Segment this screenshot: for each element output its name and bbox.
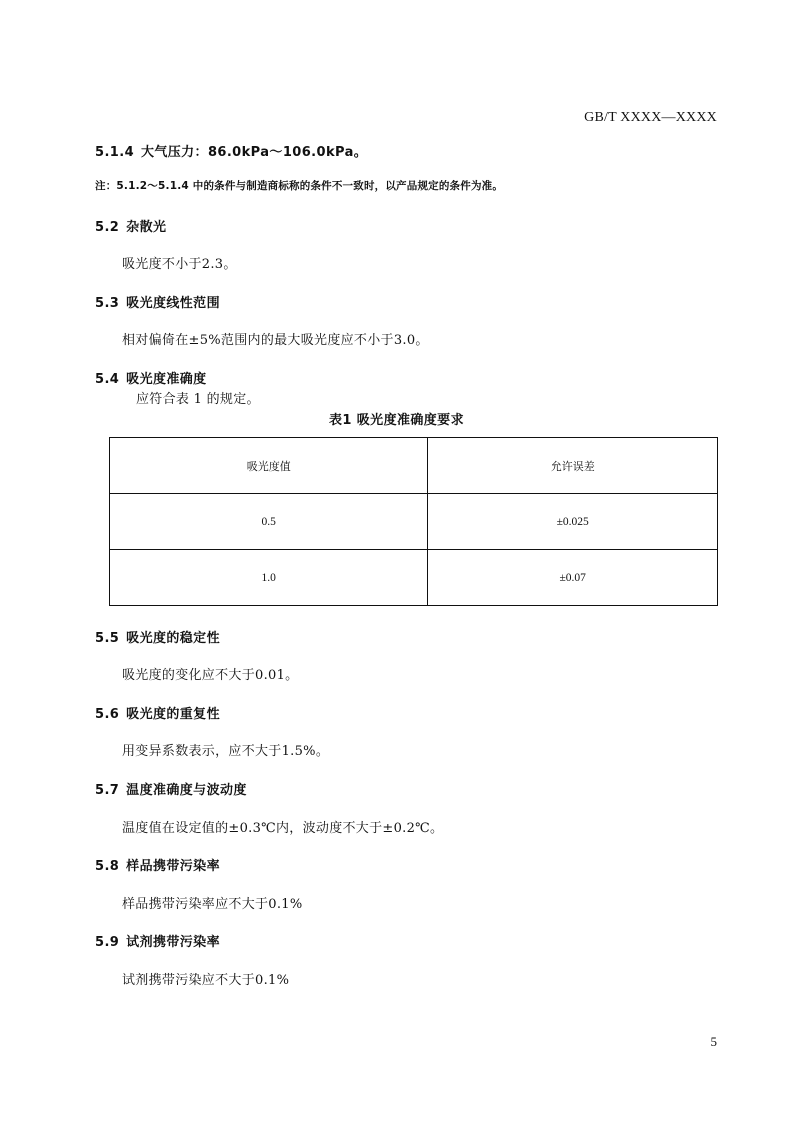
section-5-7-heading — [95, 779, 247, 798]
section-5-8-heading — [95, 855, 220, 874]
section-number: 5.5 — [95, 631, 120, 646]
section-5-7-body: 温度值在设定值的±0.3℃内，波动度不大于±0.2℃。 — [122, 821, 444, 836]
document-code: GB/T XXXX—XXXX — [584, 110, 717, 125]
section-number: 5.2 — [95, 220, 120, 235]
section-title: 样品携带污染率 — [126, 859, 220, 874]
section-title: 吸光度线性范围 — [126, 296, 220, 311]
absorbance-accuracy-table — [109, 437, 718, 606]
header-allowable-error: 允许误差 — [428, 438, 718, 494]
section-number: 5.9 — [95, 935, 120, 950]
cell-absorbance-value: 1.0 — [110, 550, 428, 606]
section-number: 5.8 — [95, 859, 120, 874]
section-title: 温度准确度与波动度 — [126, 783, 247, 798]
section-title: 吸光度的重复性 — [126, 707, 220, 722]
table-row — [110, 550, 718, 606]
section-5-4-heading — [95, 368, 207, 387]
table-caption: 表1 吸光度准确度要求 — [329, 413, 464, 428]
section-5-3-heading — [95, 292, 220, 311]
section-5-6-heading — [95, 703, 220, 722]
section-5-6-body: 用变异系数表示，应不大于1.5%。 — [122, 744, 330, 759]
section-title: 大气压力：86.0kPa～106.0kPa。 — [140, 145, 368, 160]
section-number: 5.4 — [95, 372, 120, 387]
page-number: 5 — [710, 1034, 717, 1049]
section-5-3-body: 相对偏倚在±5%范围内的最大吸光度应不小于3.0。 — [122, 333, 429, 348]
table-row — [110, 494, 718, 550]
section-title: 吸光度准确度 — [126, 372, 207, 387]
cell-allowable-error: ±0.07 — [428, 550, 718, 606]
cell-allowable-error: ±0.025 — [428, 494, 718, 550]
section-5-1-4 — [95, 141, 367, 160]
section-title: 试剂携带污染率 — [126, 935, 220, 950]
section-number: 5.1.4 — [95, 145, 135, 160]
section-5-5-body: 吸光度的变化应不大于0.01。 — [122, 668, 299, 683]
header-absorbance-value: 吸光度值 — [110, 438, 428, 494]
section-5-9-body: 试剂携带污染应不大于0.1% — [122, 973, 290, 988]
section-5-9-heading — [95, 931, 220, 950]
cell-absorbance-value: 0.5 — [110, 494, 428, 550]
section-5-4-body: 应符合表 1 的规定。 — [136, 392, 260, 407]
section-title: 杂散光 — [126, 220, 167, 235]
section-5-2-heading — [95, 216, 166, 235]
section-5-2-body: 吸光度不小于2.3。 — [122, 257, 237, 272]
table-header-row — [110, 438, 718, 494]
section-number: 5.6 — [95, 707, 120, 722]
section-title: 吸光度的稳定性 — [126, 631, 220, 646]
section-5-5-heading — [95, 627, 220, 646]
section-number: 5.3 — [95, 296, 120, 311]
section-number: 5.7 — [95, 783, 120, 798]
section-5-8-body: 样品携带污染率应不大于0.1% — [122, 897, 303, 912]
note-text: 注：5.1.2～5.1.4 中的条件与制造商标称的条件不一致时，以产品规定的条件为准。 — [95, 180, 504, 192]
